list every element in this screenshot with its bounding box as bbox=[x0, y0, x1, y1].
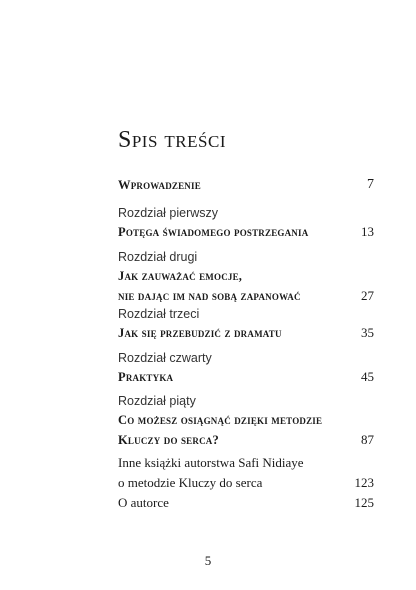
toc-page-number: 27 bbox=[361, 288, 374, 303]
toc-heading: Wprowadzenie bbox=[118, 178, 201, 192]
page-number-footer: 5 bbox=[204, 553, 212, 568]
toc-page-number: 123 bbox=[354, 475, 374, 490]
toc-text-continued: o metodzie Kluczy do serca bbox=[118, 475, 263, 490]
toc-heading: Praktyka bbox=[118, 370, 174, 384]
toc-entry-about-author[interactable] bbox=[118, 493, 374, 513]
toc-text: Inne książki autorstwa Safi Nidiaye bbox=[118, 455, 304, 470]
toc-heading: Co możesz osiągnąć dzięki metodzie bbox=[118, 413, 323, 427]
toc-page-number: 7 bbox=[367, 177, 374, 192]
toc-entry-chapter-1[interactable] bbox=[118, 205, 374, 242]
page-title: Spis treści bbox=[118, 127, 226, 153]
toc-chapter-label: Rozdział piąty bbox=[118, 394, 196, 408]
toc-page-number: 35 bbox=[361, 325, 374, 340]
toc-page-number: 125 bbox=[354, 495, 374, 510]
toc-chapter-label: Rozdział trzeci bbox=[118, 307, 200, 321]
toc-chapter-label: Rozdział pierwszy bbox=[118, 206, 219, 220]
toc-text: O autorce bbox=[118, 495, 169, 510]
toc-entry-chapter-4[interactable] bbox=[118, 350, 374, 387]
toc-page-number: 87 bbox=[361, 432, 374, 447]
toc-entry-introduction[interactable] bbox=[118, 175, 374, 195]
toc-entry-chapter-3[interactable] bbox=[118, 306, 374, 343]
toc-heading: Jak zauważać emocje, bbox=[118, 269, 243, 283]
toc-heading-continued: Kluczy do serca? bbox=[118, 433, 219, 447]
toc-heading-continued: nie dając im nad sobą zapanować bbox=[118, 289, 301, 303]
toc-heading: Jak się przebudzić z dramatu bbox=[118, 326, 282, 340]
toc-chapter-label: Rozdział czwarty bbox=[118, 351, 212, 365]
toc-entry-other-books[interactable] bbox=[118, 453, 374, 493]
toc-heading: Potęga świadomego postrzegania bbox=[118, 225, 309, 239]
toc-page-number: 13 bbox=[361, 224, 374, 239]
toc-entry-chapter-2[interactable] bbox=[118, 249, 374, 306]
toc-page-number: 45 bbox=[361, 369, 374, 384]
toc-chapter-label: Rozdział drugi bbox=[118, 250, 198, 264]
toc-entry-chapter-5[interactable] bbox=[118, 393, 374, 450]
